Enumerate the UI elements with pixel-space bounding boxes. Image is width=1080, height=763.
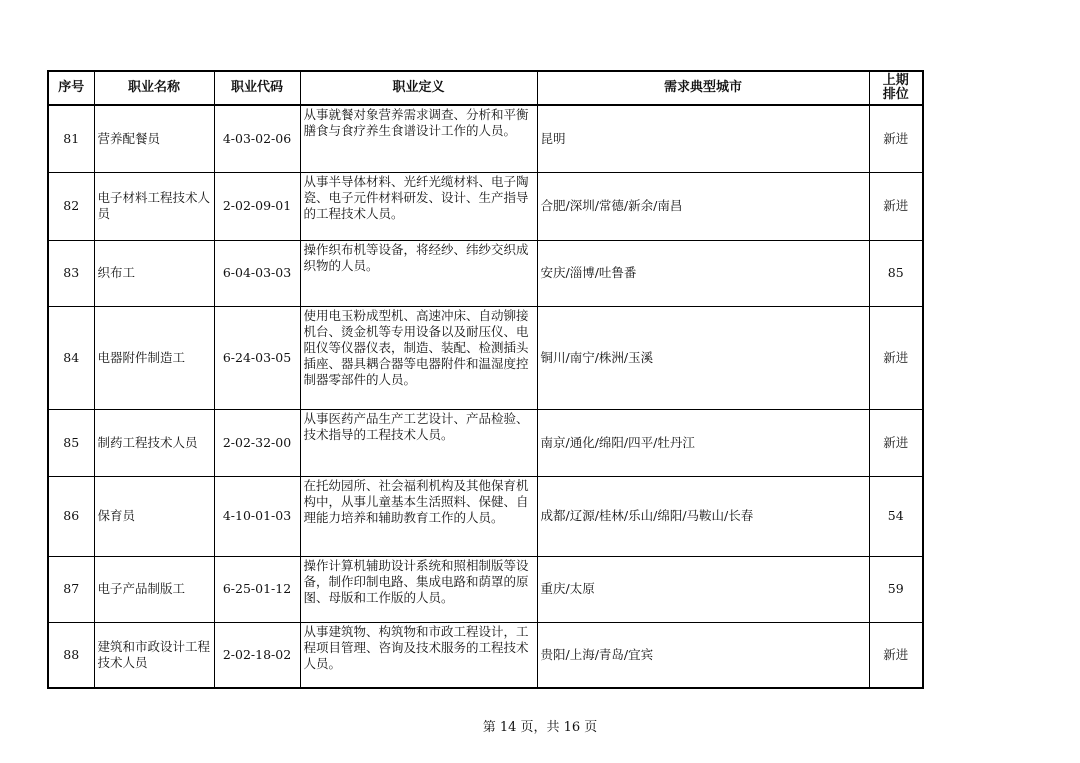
table-row	[48, 556, 923, 622]
row-name: 织布工	[94, 240, 214, 306]
row-no: 86	[48, 476, 94, 556]
row-definition	[300, 622, 537, 688]
header-prev-rank	[869, 71, 923, 105]
table-row	[48, 240, 923, 306]
occupation-table	[47, 70, 924, 689]
header-prev-rank-line1: 上期	[882, 73, 909, 88]
row-code: 2-02-18-02	[214, 622, 300, 688]
table-header-row	[48, 71, 923, 105]
row-no: 81	[48, 105, 94, 172]
row-cities: 贵阳/上海/青岛/宜宾	[537, 622, 869, 688]
row-name: 制药工程技术人员	[94, 409, 214, 476]
row-definition	[300, 476, 537, 556]
row-no: 88	[48, 622, 94, 688]
row-definition-text: 从事建筑物、构筑物和市政工程设计，工程项目管理、咨询及技术服务的工程技术人员。	[303, 623, 529, 671]
header-definition: 职业定义	[300, 71, 537, 105]
row-prev-rank: 新进	[869, 105, 923, 172]
row-cities: 重庆/太原	[537, 556, 869, 622]
row-code: 2-02-32-00	[214, 409, 300, 476]
row-prev-rank: 新进	[869, 172, 923, 240]
row-definition-text: 从事半导体材料、光纤光缆材料、电子陶瓷、电子元件材料研发、设计、生产指导的工程技术人员。	[303, 173, 529, 221]
row-code: 6-04-03-03	[214, 240, 300, 306]
row-code: 4-10-01-03	[214, 476, 300, 556]
header-no: 序号	[48, 71, 94, 105]
row-definition	[300, 105, 537, 172]
row-prev-rank: 59	[869, 556, 923, 622]
row-cities: 成都/辽源/桂林/乐山/绵阳/马鞍山/长春	[537, 476, 869, 556]
row-prev-rank: 85	[869, 240, 923, 306]
header-cities: 需求典型城市	[537, 71, 869, 105]
row-cities: 合肥/深圳/常德/新余/南昌	[537, 172, 869, 240]
row-definition	[300, 240, 537, 306]
row-code: 4-03-02-06	[214, 105, 300, 172]
table-row	[48, 622, 923, 688]
row-definition	[300, 556, 537, 622]
row-definition-text: 使用电玉粉成型机、高速冲床、自动铆接机台、烫金机等专用设备以及耐压仪、电阻仪等仪器仪表，制造、装配、检测插头插座、器具耦合器等电器附件和温湿度控制器零部件的人员。	[303, 307, 529, 387]
row-name: 电子材料工程技术人员	[94, 172, 214, 240]
row-definition-text: 从事医药产品生产工艺设计、产品检验、技术指导的工程技术人员。	[303, 410, 529, 442]
row-code: 2-02-09-01	[214, 172, 300, 240]
row-cities: 南京/通化/绵阳/四平/牡丹江	[537, 409, 869, 476]
row-prev-rank: 新进	[869, 306, 923, 409]
header-prev-rank-line2: 排位	[882, 87, 909, 102]
row-cities: 安庆/淄博/吐鲁番	[537, 240, 869, 306]
row-definition-text: 操作织布机等设备，将经纱、纬纱交织成织物的人员。	[303, 241, 529, 273]
row-no: 84	[48, 306, 94, 409]
header-code: 职业代码	[214, 71, 300, 105]
row-no: 85	[48, 409, 94, 476]
row-no: 82	[48, 172, 94, 240]
row-name: 营养配餐员	[94, 105, 214, 172]
row-prev-rank: 54	[869, 476, 923, 556]
header-name: 职业名称	[94, 71, 214, 105]
row-code: 6-25-01-12	[214, 556, 300, 622]
row-name: 电器附件制造工	[94, 306, 214, 409]
table-row	[48, 306, 923, 409]
row-prev-rank: 新进	[869, 409, 923, 476]
page-number-footer: 第 14 页，共 16 页	[482, 720, 598, 735]
row-cities: 铜川/南宁/株洲/玉溪	[537, 306, 869, 409]
table-row	[48, 476, 923, 556]
row-no: 83	[48, 240, 94, 306]
row-definition	[300, 172, 537, 240]
row-definition-text: 在托幼园所、社会福利机构及其他保育机构中，从事儿童基本生活照料、保健、自理能力培养和辅助教育工作的人员。	[303, 477, 529, 525]
row-name: 电子产品制版工	[94, 556, 214, 622]
row-prev-rank: 新进	[869, 622, 923, 688]
row-definition	[300, 306, 537, 409]
row-definition-text: 从事就餐对象营养需求调查、分析和平衡膳食与食疗养生食谱设计工作的人员。	[303, 107, 529, 138]
row-cities: 昆明	[537, 105, 869, 172]
row-name: 保育员	[94, 476, 214, 556]
row-name: 建筑和市政设计工程技术人员	[94, 622, 214, 688]
row-no: 87	[48, 556, 94, 622]
row-code: 6-24-03-05	[214, 306, 300, 409]
row-definition-text: 操作计算机辅助设计系统和照相制版等设备，制作印制电路、集成电路和荫罩的原图、母版和工作版的人员。	[303, 557, 529, 605]
table-row	[48, 172, 923, 240]
row-definition	[300, 409, 537, 476]
table-row	[48, 105, 923, 172]
table-row	[48, 409, 923, 476]
